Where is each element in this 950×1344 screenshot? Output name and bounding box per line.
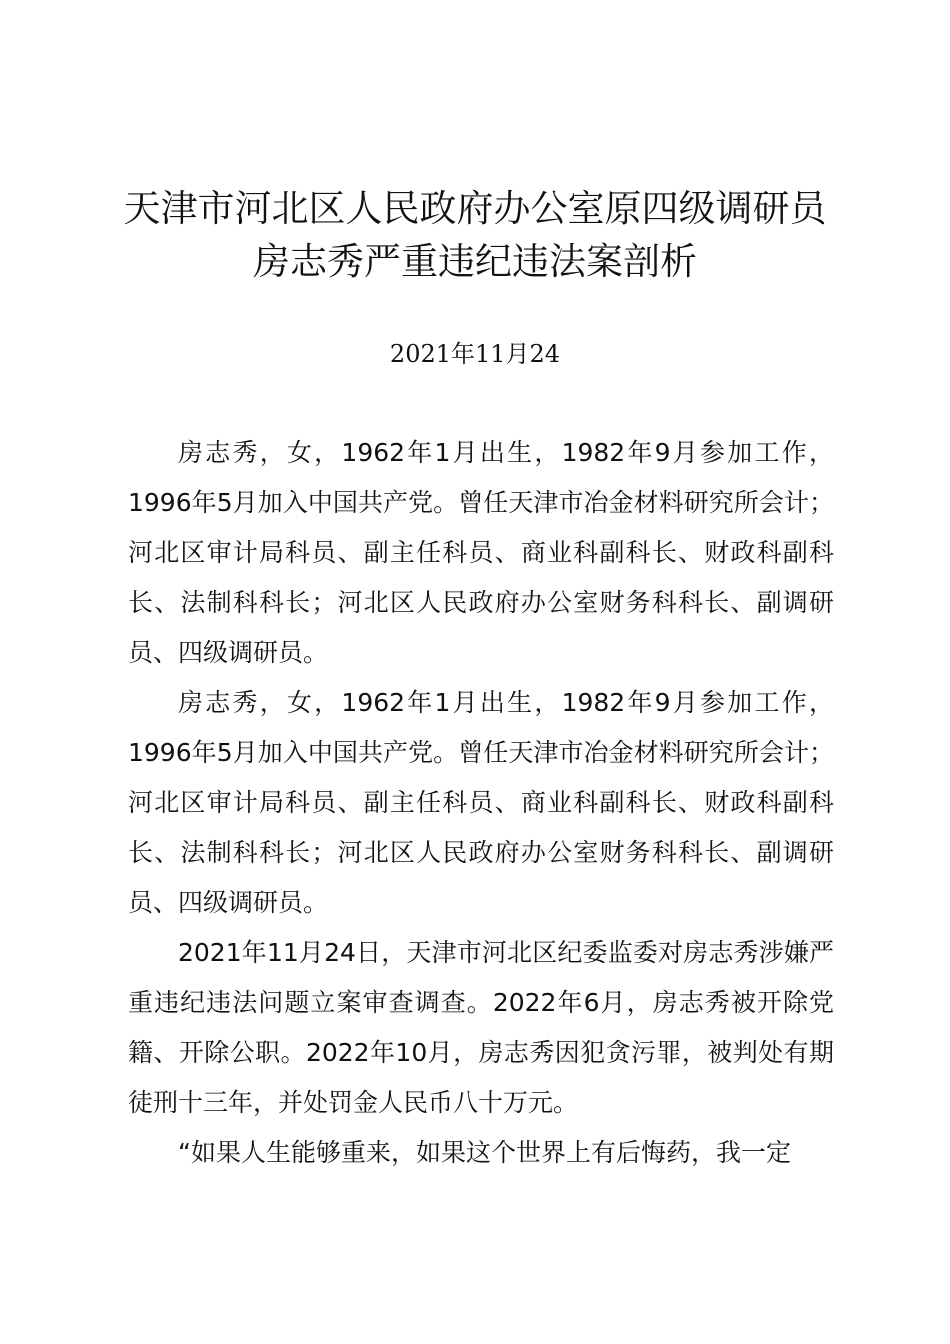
paragraph: 2021年11月24日，天津市河北区纪委监委对房志秀涉嫌严重违纪违法问题立案审查调查。2022年6月，房志秀被开除党籍、开除公职。2022年10月，房志秀因犯贪污罪，被判处有期徒刑十三年，并处罚金人民币八十万元。 — [128, 938, 834, 1117]
paragraph: 房志秀，女，1962年1月出生，1982年9月参加工作，1996年5月加入中国共产党。曾任天津市冶金材料研究所会计；河北区审计局科员、副主任科员、商业科副科长、财政科副科长、法制科科长；河北区人民政府办公室财务科科长、副调研员、四级调研员。 — [128, 438, 834, 667]
paragraph: 房志秀，女，1962年1月出生，1982年9月参加工作，1996年5月加入中国共产党。曾任天津市冶金材料研究所会计；河北区审计局科员、副主任科员、商业科副科长、财政科副科长、法制科科长；河北区人民政府办公室财务科科长、副调研员、四级调研员。 — [128, 688, 834, 917]
document-title: 天津市河北区人民政府办公室原四级调研员房志秀严重违纪违法案剖析 — [123, 187, 827, 283]
document-date: 2021年11月24 — [389, 340, 561, 368]
document-body — [128, 428, 834, 1178]
paragraph: “如果人生能够重来，如果这个世界上有后悔药，我一定 — [178, 1138, 791, 1167]
